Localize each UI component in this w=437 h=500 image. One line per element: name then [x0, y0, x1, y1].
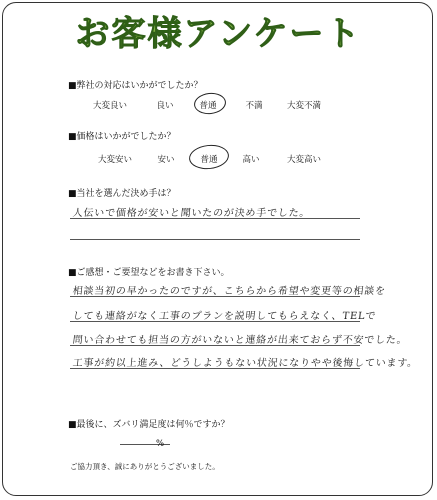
question-price: ■価格はいかがでしたか？: [68, 132, 176, 142]
answer-reason-handwritten: 人伝いで価格が安いと聞いたのが決め手でした。: [72, 208, 311, 219]
option-very-good[interactable]: 大変良い: [92, 101, 128, 111]
question-satisfaction: ■最後に、ズバリ満足度は何％ですか？: [68, 420, 230, 430]
answer-line: [70, 239, 360, 240]
survey-title: お客様アンケート: [75, 14, 362, 54]
comment-rule: [70, 296, 360, 297]
option-very-expensive[interactable]: 大変高い: [286, 155, 322, 165]
comment-rule: [70, 321, 360, 322]
option-very-dissatisfied[interactable]: 大変不満: [286, 101, 322, 111]
option-dissatisfied[interactable]: 不満: [245, 101, 263, 111]
option-normal[interactable]: 普通: [199, 101, 217, 111]
comment-rule: [70, 345, 360, 346]
comment-line-3: 問い合わせても担当の方がいないと連絡が出来ておらず不安でした。: [72, 335, 408, 346]
question-service: ■弊社の対応はいかがでしたか？: [68, 81, 203, 91]
option-expensive[interactable]: 高い: [242, 155, 260, 165]
thanks-text: ご協力頂き、誠にありがとうございました。: [70, 462, 220, 471]
question-reason: ■当社を選んだ決め手は？: [68, 189, 176, 199]
answer-line: [70, 218, 360, 219]
comment-line-2: しても連絡がなく工事のプランを説明してもらえなく、TELで: [72, 311, 377, 322]
option-normal-price[interactable]: 普通: [200, 155, 218, 165]
option-cheap[interactable]: 安い: [157, 155, 175, 165]
option-good[interactable]: 良い: [156, 101, 174, 111]
question-comments: ■ご感想・ご要望などをお書き下さい。: [68, 268, 230, 278]
option-very-cheap[interactable]: 大変安い: [97, 155, 133, 165]
comment-line-4: 工事が約以上進み、どうしようもない状況になりやや後悔しています。: [72, 358, 419, 369]
percent-sign: %: [156, 439, 165, 449]
comment-line-1: 相談当初の早かったのですが、こちらから希望や変更等の相談を: [72, 286, 387, 297]
comment-rule: [70, 368, 360, 369]
